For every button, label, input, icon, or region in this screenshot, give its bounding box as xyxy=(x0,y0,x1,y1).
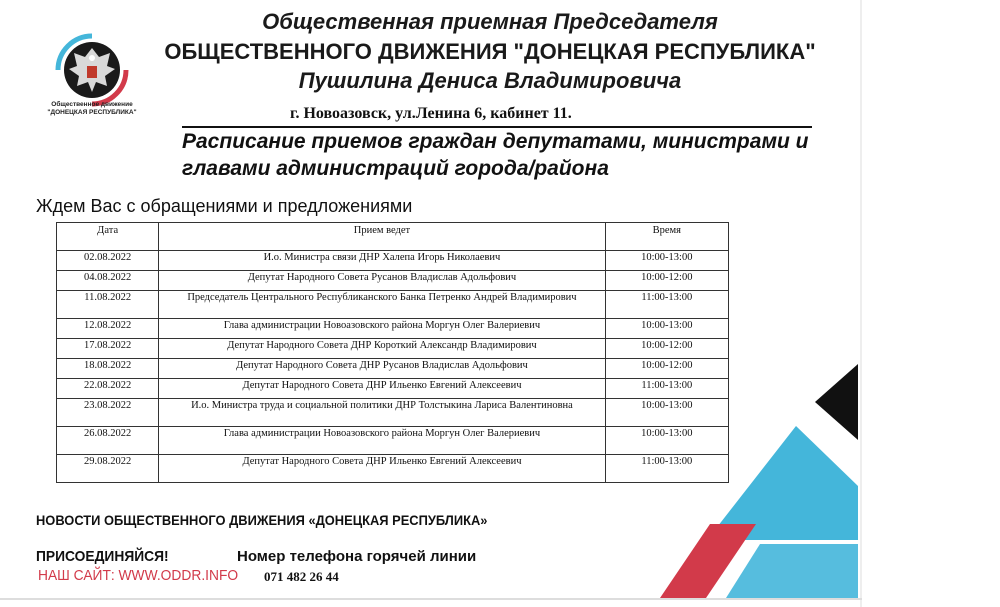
table-row xyxy=(57,399,729,427)
cell-date: 26.08.2022 xyxy=(57,427,159,455)
cell-time: 11:00-13:00 xyxy=(605,291,728,319)
black-triangle xyxy=(815,364,858,440)
logo-caption-line2: "ДОНЕЦКАЯ РЕСПУБЛИКА" xyxy=(47,109,137,116)
subtitle-line2: главами администраций города/района xyxy=(182,157,609,180)
cell-who: Депутат Народного Совета ДНР Ильенко Евгений Алексеевич xyxy=(159,455,605,483)
cell-who: И.о. Министра труда и социальной политики ДНР Толстыкина Лариса Валентиновна xyxy=(159,399,605,427)
cell-date: 11.08.2022 xyxy=(57,291,159,319)
table-header-row xyxy=(57,223,729,251)
logo-caption-line1: Общественное движение xyxy=(51,101,133,108)
cell-time: 10:00-12:00 xyxy=(605,339,728,359)
cell-time: 10:00-13:00 xyxy=(605,319,728,339)
table-row xyxy=(57,379,729,399)
cell-time: 10:00-13:00 xyxy=(605,427,728,455)
cell-who: И.о. Министра связи ДНР Халепа Игорь Николаевич xyxy=(159,251,605,271)
page-edge-right xyxy=(860,0,862,607)
table-row xyxy=(57,455,729,483)
cell-time: 11:00-13:00 xyxy=(605,455,728,483)
hotline-phone[interactable]: 071 482 26 44 xyxy=(264,569,339,584)
table-row xyxy=(57,427,729,455)
cell-time: 10:00-13:00 xyxy=(605,399,728,427)
blue-triangle xyxy=(707,426,858,540)
cell-who: Глава администрации Новоазовского района Моргун Олег Валериевич xyxy=(159,427,605,455)
welcome-text: Ждем Вас с обращениями и предложениями xyxy=(36,196,413,216)
header-divider xyxy=(182,126,812,128)
header-who: Прием ведет xyxy=(159,223,605,251)
table-row xyxy=(57,359,729,379)
table-row xyxy=(57,339,729,359)
decorative-triangles xyxy=(630,360,862,600)
table-row xyxy=(57,251,729,271)
cell-date: 22.08.2022 xyxy=(57,379,159,399)
cell-date: 17.08.2022 xyxy=(57,339,159,359)
header-line2: ОБЩЕСТВЕННОГО ДВИЖЕНИЯ "ДОНЕЦКАЯ РЕСПУБЛИКА" xyxy=(164,39,816,64)
cell-time: 10:00-12:00 xyxy=(605,271,728,291)
header-line3: Пушилина Дениса Владимировича xyxy=(298,68,682,93)
cell-date: 18.08.2022 xyxy=(57,359,159,379)
header-line1: Общественная приемная Председателя xyxy=(262,9,718,34)
table-row xyxy=(57,319,729,339)
subtitle-line1: Расписание приемов граждан депутатами, министрами и xyxy=(182,130,809,153)
cell-date: 02.08.2022 xyxy=(57,251,159,271)
site-link[interactable]: НАШ САЙТ: WWW.ODDR.INFO xyxy=(38,567,239,584)
cell-time: 11:00-13:00 xyxy=(605,379,728,399)
page-edge-bottom xyxy=(0,598,862,600)
news-heading: НОВОСТИ ОБЩЕСТВЕННОГО ДВИЖЕНИЯ «ДОНЕЦКАЯ РЕСПУБЛИКА» xyxy=(36,512,488,528)
logo-caption xyxy=(36,101,148,117)
cell-who: Депутат Народного Совета ДНР Ильенко Евгений Алексеевич xyxy=(159,379,605,399)
cell-who: Глава администрации Новоазовского района Моргун Олег Валериевич xyxy=(159,319,605,339)
header-date: Дата xyxy=(57,223,159,251)
cell-who: Депутат Народного Совета ДНР Русанов Владислав Адольфович xyxy=(159,359,605,379)
cell-time: 10:00-13:00 xyxy=(605,251,728,271)
table-row xyxy=(57,271,729,291)
lower-blue-shape xyxy=(726,544,858,598)
address: г. Новоазовск, ул.Ленина 6, кабинет 11. xyxy=(290,105,572,122)
cell-who: Депутат Народного Совета Русанов Владислав Адольфович xyxy=(159,271,605,291)
join-text: ПРИСОЕДИНЯЙСЯ! xyxy=(36,548,169,565)
header-time: Время xyxy=(605,223,728,251)
cell-date: 23.08.2022 xyxy=(57,399,159,427)
cell-date: 12.08.2022 xyxy=(57,319,159,339)
cell-date: 04.08.2022 xyxy=(57,271,159,291)
schedule-table xyxy=(56,222,729,483)
table-row xyxy=(57,291,729,319)
cell-who: Председатель Центрального Республиканского Банка Петренко Андрей Владимирович xyxy=(159,291,605,319)
cell-date: 29.08.2022 xyxy=(57,455,159,483)
hotline-label: Номер телефона горячей линии xyxy=(237,548,477,565)
cell-who: Депутат Народного Совета ДНР Короткий Александр Владимирович xyxy=(159,339,605,359)
cell-time: 10:00-12:00 xyxy=(605,359,728,379)
